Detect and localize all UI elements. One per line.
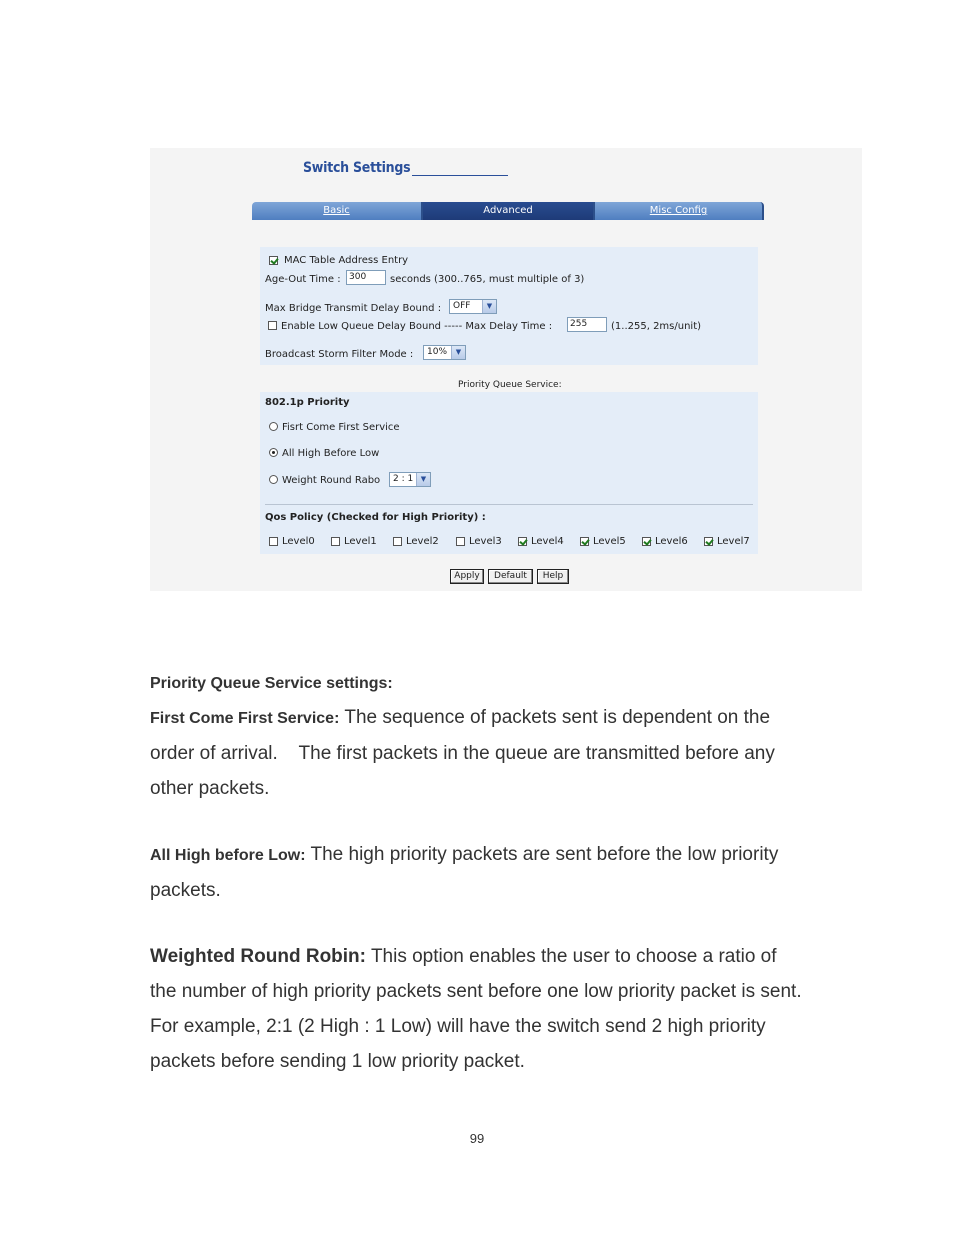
default-button[interactable]: Default: [488, 569, 533, 584]
qos-level-checkbox[interactable]: [704, 537, 713, 546]
radio-all-high-label: All High Before Low: [282, 448, 380, 459]
qos-level-label: Level3: [469, 536, 502, 547]
qos-level-checkbox[interactable]: [331, 537, 340, 546]
help-button[interactable]: Help: [537, 569, 569, 584]
ahbl-line-1: [150, 837, 850, 873]
mac-table-label: MAC Table Address Entry: [284, 255, 409, 266]
tab-advanced-label: Advanced: [483, 205, 533, 216]
priority-heading: 802.1p Priority: [265, 397, 350, 408]
ahbl-text-1: The high priority packets are sent before the low priority: [310, 844, 779, 865]
priority-panel: [260, 392, 758, 554]
tab-misc-config[interactable]: [595, 202, 764, 220]
radio-first-come-label: Fisrt Come First Service: [282, 422, 400, 433]
chevron-down-icon: ▼: [451, 346, 465, 359]
low-queue-label: Enable Low Queue Delay Bound ----- Max Delay Time :: [281, 321, 553, 332]
radio-weight-round[interactable]: [269, 475, 278, 484]
tab-basic[interactable]: [252, 202, 423, 220]
switch-settings-screenshot: [150, 148, 862, 591]
radio-first-come[interactable]: [269, 422, 278, 431]
qos-level-checkbox[interactable]: [456, 537, 465, 546]
wrr-line-2: the number of high priority packets sent before one low priority packet is sent.: [150, 981, 802, 1002]
chevron-down-icon: ▼: [482, 300, 496, 313]
ratio-value: 2 : 1: [393, 474, 414, 484]
age-out-label: Age-Out Time :: [265, 274, 341, 285]
fcfs-line-2: order of arrival. The first packets in the queue are transmitted before any: [150, 743, 775, 764]
qos-level-checkbox[interactable]: [580, 537, 589, 546]
qos-level-checkbox[interactable]: [269, 537, 278, 546]
fcfs-text-1: The sequence of packets sent is dependent on the: [344, 707, 771, 728]
low-queue-checkbox[interactable]: [268, 321, 277, 330]
tab-misc-config-label: Misc Config: [649, 205, 708, 216]
max-delay-hint: (1..255, 2ms/unit): [611, 321, 702, 332]
age-out-input[interactable]: 300: [346, 270, 386, 285]
wrr-line-1: [150, 939, 850, 974]
page-title: Switch Settings: [303, 160, 411, 176]
wrr-text-1: This option enables the user to choose a ratio of: [370, 946, 777, 967]
ratio-select[interactable]: [389, 472, 431, 487]
max-bridge-value: OFF: [453, 301, 471, 311]
qos-level-label: Level2: [406, 536, 439, 547]
qos-heading: Qos Policy (Checked for High Priority) :: [265, 512, 486, 523]
fcfs-line-1: [150, 700, 850, 736]
max-delay-input[interactable]: 255: [567, 317, 607, 332]
tab-advanced[interactable]: [423, 202, 595, 220]
fcfs-paragraph: [150, 700, 850, 806]
wrr-line-3: For example, 2:1 (2 High : 1 Low) will have the switch send 2 high priority: [150, 1016, 766, 1037]
max-bridge-select[interactable]: [449, 299, 497, 314]
fcfs-line-3: other packets.: [150, 778, 270, 799]
mac-table-checkbox[interactable]: [269, 256, 278, 265]
apply-button[interactable]: Apply: [450, 569, 484, 584]
storm-filter-label: Broadcast Storm Filter Mode :: [265, 349, 414, 360]
qos-level-checkbox[interactable]: [518, 537, 527, 546]
radio-all-high[interactable]: [269, 448, 278, 457]
ahbl-paragraph: [150, 837, 850, 908]
ahbl-line-2: packets.: [150, 880, 221, 901]
qos-level-label: Level6: [655, 536, 688, 547]
qos-level-label: Level7: [717, 536, 750, 547]
wrr-line-4: packets before sending 1 low priority packet.: [150, 1051, 525, 1072]
qos-level-label: Level1: [344, 536, 377, 547]
qos-level-checkbox[interactable]: [393, 537, 402, 546]
storm-filter-select[interactable]: [423, 345, 466, 360]
qos-level-label: Level4: [531, 536, 564, 547]
max-bridge-label: Max Bridge Transmit Delay Bound :: [265, 303, 442, 314]
priority-queue-caption: Priority Queue Service:: [458, 380, 562, 390]
section-heading: Priority Queue Service settings:: [150, 675, 393, 692]
divider: [265, 504, 753, 505]
qos-level-label: Level5: [593, 536, 626, 547]
tab-basic-label: Basic: [323, 205, 350, 216]
storm-filter-value: 10%: [427, 347, 448, 357]
ahbl-term: All High before Low:: [150, 847, 306, 864]
title-underline: [412, 175, 508, 176]
wrr-term: Weighted Round Robin:: [150, 946, 366, 967]
page-number: 99: [469, 1131, 485, 1146]
qos-level-label: Level0: [282, 536, 315, 547]
fcfs-term: First Come First Service:: [150, 710, 340, 727]
radio-weight-round-label: Weight Round Rabo: [282, 475, 381, 486]
age-out-hint: seconds (300..765, must multiple of 3): [390, 274, 585, 285]
qos-level-checkbox[interactable]: [642, 537, 651, 546]
chevron-down-icon: ▼: [416, 473, 430, 486]
wrr-paragraph: [150, 939, 850, 1079]
